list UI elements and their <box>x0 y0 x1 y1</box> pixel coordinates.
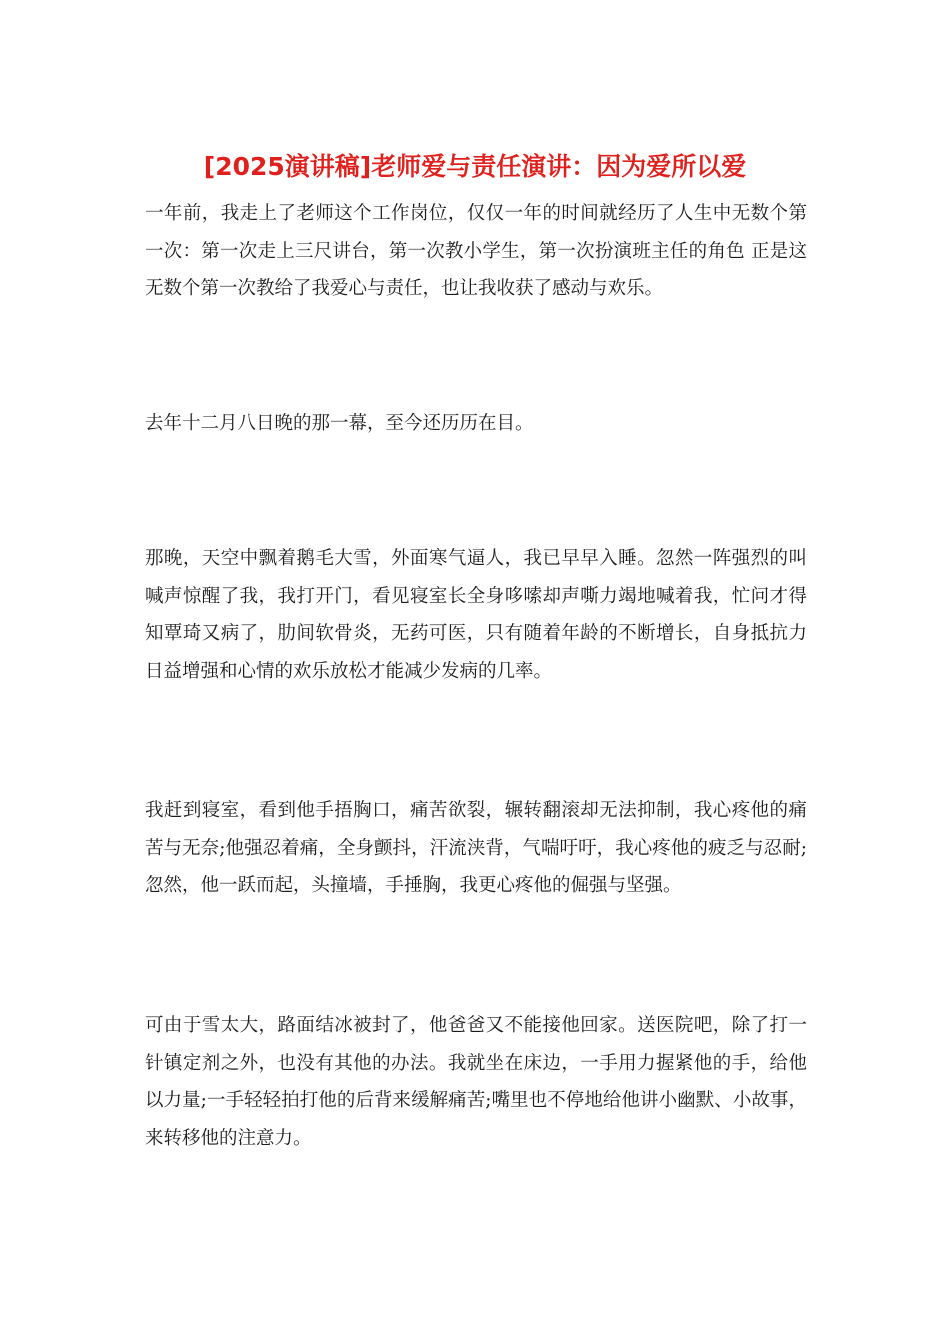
paragraph-2: 去年十二月八日晚的那一幕，至今还历历在目。 <box>145 413 534 434</box>
paragraph-5: 可由于雪太大，路面结冰被封了，他爸爸又不能接他回家。送医院吧，除了打一针镇定剂之外，也没有其他的办法。我就坐在床边，一手用力握紧他的手，给他以力量;一手轻轻拍打他的后背来缓解痛苦;嘴里也不停地给他讲小幽默、小故事，来转移他的注意力。 <box>145 1015 807 1149</box>
document-title: [2025演讲稿]老师爱与责任演讲：因为爱所以爱 <box>203 152 747 181</box>
paragraph-4: 我赶到寝室，看到他手捂胸口，痛苦欲裂，辗转翻滚却无法抑制，我心疼他的痛苦与无奈;他强忍着痛，全身颤抖，汗流浃背，气喘吁吁，我心疼他的疲乏与忍耐;忽然，他一跃而起，头撞墙，手捶胸，我更心疼他的倔强与坚强。 <box>145 800 807 896</box>
paragraph-1: 一年前，我走上了老师这个工作岗位，仅仅一年的时间就经历了人生中无数个第一次：第一次走上三尺讲台，第一次教小学生，第一次扮演班主任的角色 正是这无数个第一次教给了我爱心与责任，也让我收获了感动与欢乐。 <box>145 203 807 299</box>
paragraph-3: 那晚，天空中飘着鹅毛大雪，外面寒气逼人，我已早早入睡。忽然一阵强烈的叫喊声惊醒了我，我打开门，看见寝室长全身哆嗦却声嘶力竭地喊着我，忙问才得知覃琦又病了，肋间软骨炎，无药可医，只有随着年龄的不断增长，自身抵抗力日益增强和心情的欢乐放松才能减少发病的几率。 <box>145 548 807 682</box>
